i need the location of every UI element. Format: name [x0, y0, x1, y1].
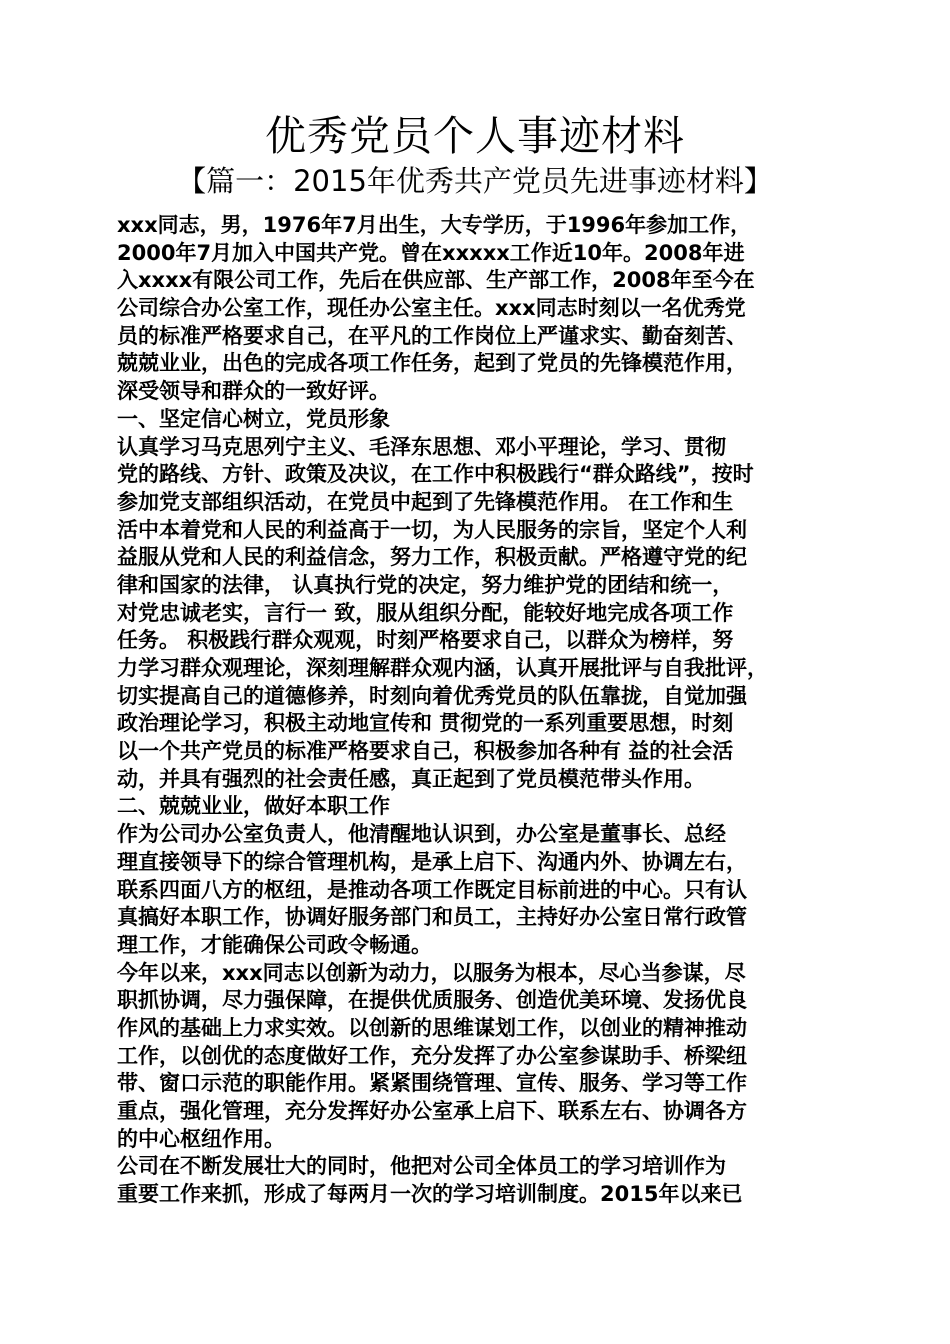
body-line: 动，并具有强烈的社会责任感，真正起到了党员模范带头作用。: [117, 766, 705, 791]
body-line: 真搞好本职工作，协调好服务部门和员工，主持好办公室日常行政管: [117, 905, 747, 930]
body-line: 政治理论学习，积极主动地宣传和 贯彻党的一系列重要思想，时刻: [117, 711, 734, 736]
section-heading-1: 一、坚定信心树立，党员形象: [117, 406, 390, 431]
body-line: 任务。 积极践行群众观观，时刻严格要求自己，以群众为榜样，努: [117, 628, 734, 653]
body-line: 2000年7月加入中国共产党。曾在xxxxx工作近10年。2008年进: [117, 240, 745, 265]
body-line: 党的路线、方针、政策及决议，在工作中积极践行“群众路线”，按时: [117, 462, 754, 487]
body-line: 公司在不断发展壮大的同时，他把对公司全体员工的学习培训作为: [117, 1154, 726, 1179]
body-line: 的中心枢纽作用。: [117, 1126, 285, 1151]
body-line: 工作，以创优的态度做好工作，充分发挥了办公室参谋助手、桥梁纽: [117, 1043, 747, 1068]
body-line: 兢兢业业，出色的完成各项工作任务，起到了党员的先锋模范作用，: [117, 351, 747, 376]
body-line: 认真学习马克思列宁主义、毛泽东思想、邓小平理论，学习、贯彻: [117, 434, 726, 459]
body-line: 重点，强化管理，充分发挥好办公室承上启下、联系左右、协调各方: [117, 1099, 747, 1123]
body-line: 活中本着党和人民的利益高于一切，为人民服务的宗旨，坚定个人利: [117, 517, 747, 542]
body-line: 力学习群众观理论，深刻理解群众观内涵，认真开展批评与自我批评，: [117, 656, 768, 680]
body-line: 职抓协调，尽力强保障，在提供优质服务、创造优美环境、发扬优良: [117, 988, 747, 1013]
body-line: 入xxxx有限公司工作，先后在供应部、生产部工作，2008年至今在: [117, 268, 755, 293]
body-line: 联系四面八方的枢纽，是推动各项工作既定目标前进的中心。只有认: [117, 877, 747, 902]
body-line: 对党忠诚老实，言行一 致，服从组织分配，能较好地完成各项工作: [117, 600, 734, 625]
body-line: 作为公司办公室负责人，他清醒地认识到，办公室是董事长、总经: [117, 822, 726, 847]
body-line: 员的标准严格要求自己，在平凡的工作岗位上严谨求实、勤奋刻苦、: [117, 323, 747, 348]
body-line: 理工作，才能确保公司政令畅通。: [117, 932, 432, 957]
body-line: 理直接领导下的综合管理机构，是承上启下、沟通内外、协调左右，: [117, 849, 747, 874]
body-line: 律和国家的法律， 认真执行党的决定，努力维护党的团结和统一，: [117, 572, 734, 597]
body-line: 切实提高自己的道德修养，时刻向着优秀党员的队伍靠拢，自觉加强: [117, 683, 747, 708]
body-line: 公司综合办公室工作，现任办公室主任。xxx同志时刻以一名优秀党: [117, 296, 746, 321]
body-line: 以一个共产党员的标准严格要求自己，积极参加各种有 益的社会活: [117, 739, 734, 764]
body-line: 重要工作来抓，形成了每两月一次的学习培训制度。2015年以来已: [117, 1182, 743, 1207]
body-line: 带、窗口示范的职能作用。紧紧围绕管理、宣传、服务、学习等工作: [117, 1071, 747, 1096]
body-line: 作风的基础上力求实效。以创新的思维谋划工作，以创业的精神推动: [117, 1015, 747, 1040]
body-line: 益服从党和人民的利益信念，努力工作，积极贡献。严格遵守党的纪: [117, 545, 747, 570]
document-title: 优秀党员个人事迹材料: [265, 112, 685, 160]
body-line: 参加党支部组织活动，在党员中起到了先锋模范作用。 在工作和生: [117, 489, 734, 514]
section-heading-2: 二、兢兢业业，做好本职工作: [117, 794, 390, 819]
document-subtitle: 【篇一：2015年优秀共产党员先进事迹材料】: [177, 164, 773, 198]
document-body: [117, 212, 837, 1209]
body-line: xxx同志，男，1976年7月出生，大专学历，于1996年参加工作，: [117, 213, 752, 237]
body-line: 今年以来，xxx同志以创新为动力，以服务为根本，尽心当参谋，尽: [117, 960, 746, 985]
body-line: 深受领导和群众的一致好评。: [117, 379, 390, 404]
